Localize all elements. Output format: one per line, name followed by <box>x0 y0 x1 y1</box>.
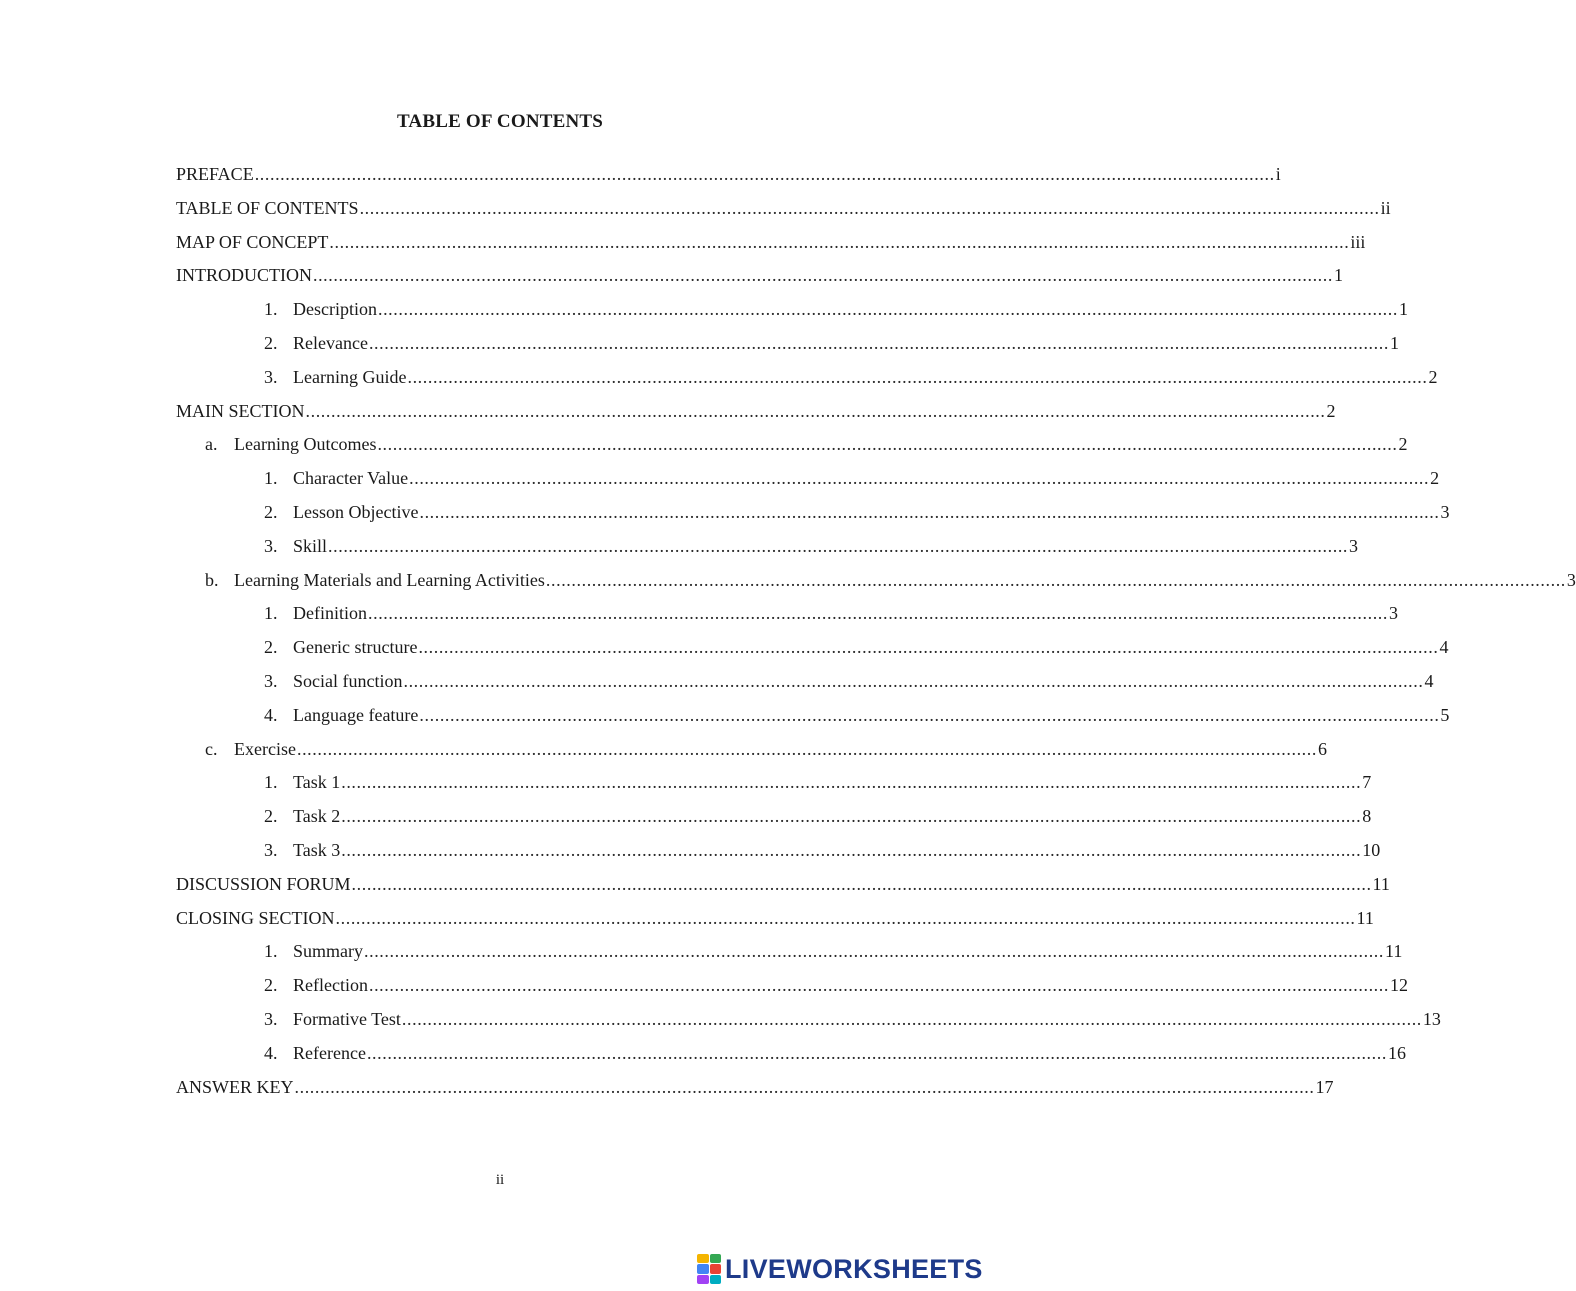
toc-entry-page: 3 <box>1349 535 1359 556</box>
toc-entry-title: Task 3 <box>293 839 341 860</box>
toc-entry-page: 13 <box>1422 1008 1441 1029</box>
toc-entry-title: Relevance <box>293 332 368 353</box>
toc-dot-leader: ........................................................................................................................................................................................................ <box>419 501 1440 522</box>
brand-name: LIVEWORKSHEETS <box>725 1253 983 1284</box>
toc-entry[interactable] <box>176 158 1281 192</box>
toc-entry-number: a. <box>205 434 218 455</box>
toc-dot-leader: ........................................................................................................................................................................................................ <box>296 738 1317 759</box>
toc-entry-page: 5 <box>1440 704 1450 725</box>
logo-square <box>697 1264 709 1273</box>
toc-dot-leader: ........................................................................................................................................................................................................ <box>341 772 1362 793</box>
toc-entry[interactable] <box>176 800 1372 834</box>
toc-entry[interactable] <box>176 327 1399 361</box>
toc-dot-leader: ........................................................................................................................................................................................................ <box>335 907 1356 928</box>
toc-entry-title: Learning Materials and Learning Activities <box>234 569 545 590</box>
toc-entry-page: 1 <box>1389 332 1399 353</box>
toc-entry-number: 2. <box>264 806 278 827</box>
toc-entry-title: CLOSING SECTION <box>176 907 335 928</box>
toc-entry[interactable] <box>176 428 1408 462</box>
toc-entry-page: 2 <box>1428 366 1438 387</box>
toc-entry-title: Skill <box>293 535 328 556</box>
toc-entry-page: ii <box>1380 197 1391 218</box>
toc-entry-number: 2. <box>264 501 278 522</box>
toc-entry-title: PREFACE <box>176 164 254 184</box>
toc-entry-number: 2. <box>264 332 278 353</box>
toc-entry-title: MAIN SECTION <box>176 400 305 421</box>
toc-entry[interactable] <box>176 259 1343 293</box>
toc-entry-page: 2 <box>1430 468 1440 489</box>
toc-entry-title: Definition <box>293 603 367 624</box>
toc-dot-leader: ........................................................................................................................................................................................................ <box>312 265 1333 286</box>
toc-dot-leader: ........................................................................................................................................................................................................ <box>294 1076 1315 1097</box>
toc-entry-number: 4. <box>264 704 278 725</box>
toc-entry-number: 1. <box>264 772 278 793</box>
toc-entry-page: 11 <box>1356 907 1374 928</box>
liveworksheets-brand[interactable] <box>697 1252 983 1286</box>
toc-dot-leader: ........................................................................................................................................................................................................ <box>329 231 1350 252</box>
toc-entry[interactable] <box>176 564 1576 598</box>
toc-entry-title: TABLE OF CONTENTS <box>176 197 359 218</box>
liveworksheets-logo-icon <box>697 1254 721 1284</box>
toc-entry-title: Reflection <box>293 975 368 996</box>
logo-square <box>710 1264 722 1273</box>
toc-entry-number: 2. <box>264 637 278 658</box>
toc-entry-page: 4 <box>1424 670 1434 691</box>
toc-dot-leader: ........................................................................................................................................................................................................ <box>254 164 1275 184</box>
toc-entry[interactable] <box>176 665 1434 699</box>
toc-entry-title: Summary <box>293 941 363 962</box>
table-of-contents <box>176 158 1576 1104</box>
toc-dot-leader: ........................................................................................................................................................................................................ <box>401 1008 1422 1029</box>
toc-dot-leader: ........................................................................................................................................................................................................ <box>377 434 1398 455</box>
toc-entry-number: 1. <box>264 603 278 624</box>
toc-entry[interactable] <box>176 699 1450 733</box>
toc-entry-page: 17 <box>1315 1076 1334 1097</box>
page-number: ii <box>495 1172 505 1188</box>
toc-dot-leader: ........................................................................................................................................................................................................ <box>407 366 1428 387</box>
toc-entry-number: 1. <box>264 941 278 962</box>
toc-entry[interactable] <box>176 733 1327 767</box>
toc-entry-number: c. <box>205 738 218 759</box>
page-title: TABLE OF CONTENTS <box>396 111 604 132</box>
toc-entry-number: 3. <box>264 366 278 387</box>
toc-entry-title: Formative Test <box>293 1008 401 1029</box>
toc-entry-title: Task 2 <box>293 806 341 827</box>
toc-entry-title: Reference <box>293 1042 366 1063</box>
toc-entry[interactable] <box>176 293 1408 327</box>
toc-entry[interactable] <box>176 902 1374 936</box>
toc-entry-page: 3 <box>1440 501 1450 522</box>
toc-dot-leader: ........................................................................................................................................................................................................ <box>366 1042 1387 1063</box>
toc-dot-leader: ........................................................................................................................................................................................................ <box>368 975 1389 996</box>
toc-entry[interactable] <box>176 395 1336 429</box>
toc-entry-number: 1. <box>264 299 278 320</box>
toc-entry-number: 2. <box>264 975 278 996</box>
toc-entry[interactable] <box>176 192 1391 226</box>
toc-entry-page: 11 <box>1372 873 1390 894</box>
toc-dot-leader: ........................................................................................................................................................................................................ <box>368 332 1389 353</box>
toc-entry[interactable] <box>176 530 1359 564</box>
toc-entry-number: 3. <box>264 670 278 691</box>
toc-dot-leader: ........................................................................................................................................................................................................ <box>545 569 1566 590</box>
toc-entry-title: INTRODUCTION <box>176 265 312 286</box>
toc-dot-leader: ........................................................................................................................................................................................................ <box>359 197 1380 218</box>
toc-entry-page: 7 <box>1362 772 1372 793</box>
toc-dot-leader: ........................................................................................................................................................................................................ <box>341 806 1362 827</box>
toc-entry[interactable] <box>176 597 1398 631</box>
toc-entry-page: 12 <box>1389 975 1408 996</box>
toc-entry-page: 16 <box>1387 1042 1406 1063</box>
toc-entry-title: Task 1 <box>293 772 341 793</box>
toc-dot-leader: ........................................................................................................................................................................................................ <box>377 299 1398 320</box>
toc-entry-number: 3. <box>264 839 278 860</box>
toc-entry-title: MAP OF CONCEPT <box>176 231 329 252</box>
logo-square <box>710 1254 722 1263</box>
toc-entry-page: 3 <box>1389 603 1398 624</box>
toc-entry[interactable] <box>176 462 1440 496</box>
toc-entry-title: Learning Outcomes <box>234 434 377 455</box>
toc-entry-page: 2 <box>1326 400 1336 421</box>
toc-entry[interactable] <box>176 766 1372 800</box>
toc-entry-title: Character Value <box>293 468 409 489</box>
toc-entry-title: Generic structure <box>293 637 418 658</box>
toc-entry-page: 1 <box>1333 265 1343 286</box>
logo-square <box>697 1254 709 1263</box>
toc-dot-leader: ........................................................................................................................................................................................................ <box>351 873 1372 894</box>
toc-dot-leader: ........................................................................................................................................................................................................ <box>419 704 1440 725</box>
toc-entry-page: 3 <box>1566 569 1576 590</box>
toc-dot-leader: ........................................................................................................................................................................................................ <box>328 535 1349 556</box>
toc-entry-title: Language feature <box>293 704 419 725</box>
toc-entry-page: iii <box>1350 231 1366 252</box>
toc-entry-page: 10 <box>1362 839 1381 860</box>
toc-entry-page: 1 <box>1398 299 1408 320</box>
logo-square <box>710 1275 722 1284</box>
toc-entry[interactable] <box>176 361 1438 395</box>
toc-dot-leader: ........................................................................................................................................................................................................ <box>403 670 1424 691</box>
toc-entry-page: 8 <box>1362 806 1372 827</box>
toc-entry-page: 11 <box>1385 941 1403 962</box>
toc-dot-leader: ........................................................................................................................................................................................................ <box>341 839 1362 860</box>
toc-entry-page: 2 <box>1398 434 1408 455</box>
toc-entry[interactable] <box>176 868 1390 902</box>
toc-dot-leader: ........................................................................................................................................................................................................ <box>305 400 1326 421</box>
toc-entry-title: Description <box>293 299 377 320</box>
toc-entry[interactable] <box>176 496 1450 530</box>
toc-dot-leader: ........................................................................................................................................................................................................ <box>418 637 1439 658</box>
toc-entry-title: ANSWER KEY <box>176 1076 294 1097</box>
toc-entry-number: 1. <box>264 468 278 489</box>
toc-entry-page: 4 <box>1439 637 1449 658</box>
toc-entry-title: Lesson Objective <box>293 501 419 522</box>
toc-entry-title: Learning Guide <box>293 366 407 387</box>
toc-entry[interactable] <box>176 834 1381 868</box>
toc-entry-title: Social function <box>293 670 403 691</box>
toc-entry[interactable] <box>176 226 1366 260</box>
toc-dot-leader: ........................................................................................................................................................................................................ <box>364 941 1384 962</box>
toc-dot-leader: ........................................................................................................................................................................................................ <box>368 603 1388 624</box>
logo-square <box>697 1275 709 1284</box>
toc-entry-number: b. <box>205 569 219 590</box>
toc-dot-leader: ........................................................................................................................................................................................................ <box>409 468 1430 489</box>
toc-entry-number: 3. <box>264 535 278 556</box>
toc-entry-title: DISCUSSION FORUM <box>176 873 351 894</box>
toc-entry-number: 3. <box>264 1008 278 1029</box>
toc-entry-page: 6 <box>1317 738 1327 759</box>
toc-entry[interactable] <box>176 935 1403 969</box>
toc-entry-number: 4. <box>264 1042 278 1063</box>
toc-entry[interactable] <box>176 1037 1406 1071</box>
toc-entry[interactable] <box>176 1071 1334 1105</box>
toc-entry[interactable] <box>176 1003 1441 1037</box>
toc-entry[interactable] <box>176 969 1408 1003</box>
toc-entry[interactable] <box>176 631 1449 665</box>
toc-entry-page: i <box>1275 164 1281 184</box>
toc-entry-title: Exercise <box>234 738 296 759</box>
